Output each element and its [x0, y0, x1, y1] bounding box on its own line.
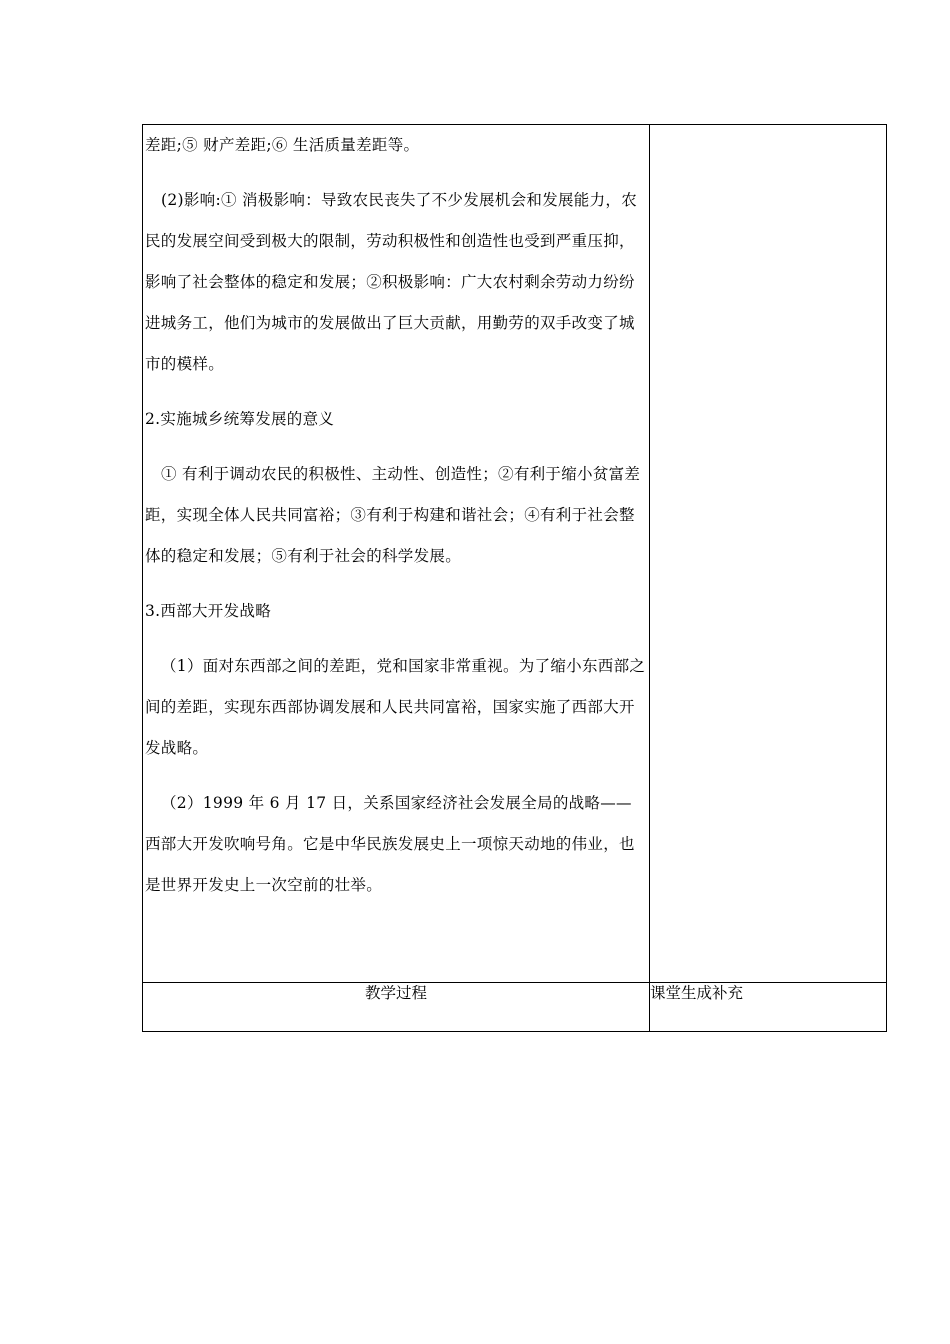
paragraph-impact: (2)影响:① 消极影响：导致农民丧失了不少发展机会和发展能力，农民的发展空间受到极大的限制，劳动积极性和创造性也受到严重压抑，影响了社会整体的稳定和发展；②积极影响：广大农村剩余劳动力纷纷进城务工，他们为城市的发展做出了巨大贡献，用勤劳的双手改变了城市的模样。: [145, 191, 638, 373]
heading-urban-rural-significance: 2.实施城乡统筹发展的意义: [145, 410, 335, 428]
paragraph-western-1: （1）面对东西部之间的差距，党和国家非常重视。为了缩小东西部之间的差距，实现东西部协调发展和人民共同富裕，国家实施了西部大开发战略。: [145, 657, 646, 757]
class-supplement-label: 课堂生成补充: [650, 983, 887, 1032]
supplement-cell: [650, 125, 887, 983]
content-row: [143, 125, 887, 983]
paragraph-western-2: （2）1999 年 6 月 17 日，关系国家经济社会发展全局的战略——西部大开发吹响号角。它是中华民族发展史上一项惊天动地的伟业，也是世界开发史上一次空前的壮举。: [145, 794, 635, 894]
heading-western-development: 3.西部大开发战略: [145, 602, 271, 620]
paragraph-significance-list: ① 有利于调动农民的积极性、主动性、创造性；②有利于缩小贫富差距，实现全体人民共同富裕；③有利于构建和谐社会；④有利于社会整体的稳定和发展；⑤有利于社会的科学发展。: [145, 465, 641, 565]
main-content-cell: [143, 125, 650, 983]
paragraph-gap-list-end: 差距;⑤ 财产差距;⑥ 生活质量差距等。: [145, 136, 420, 154]
teaching-process-label: 教学过程: [143, 983, 650, 1032]
footer-row: [143, 983, 887, 1032]
lesson-table: [142, 124, 887, 1032]
